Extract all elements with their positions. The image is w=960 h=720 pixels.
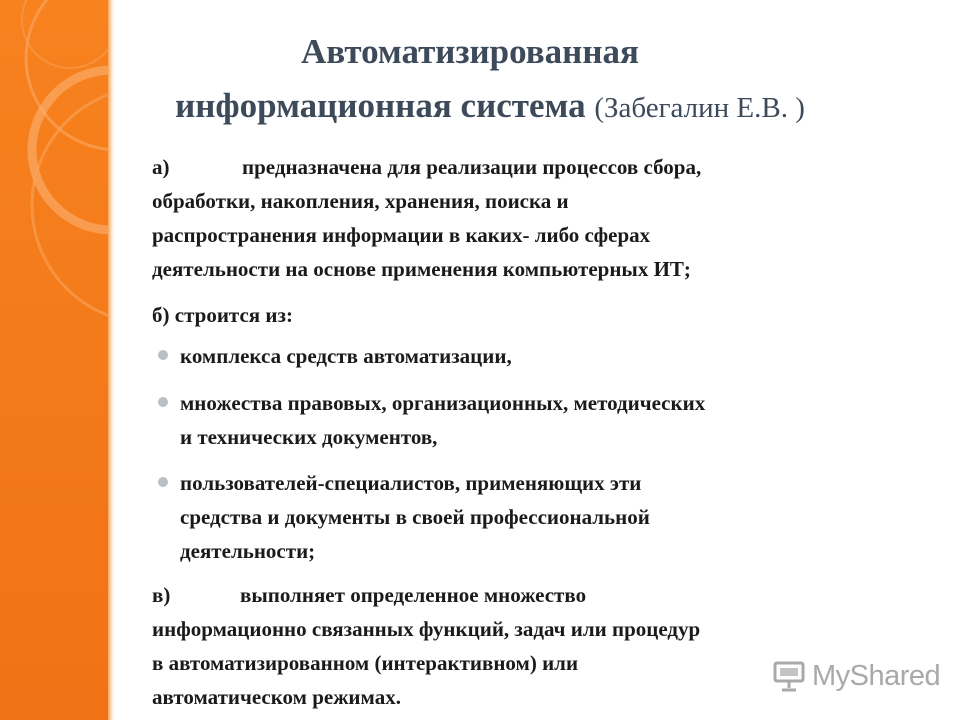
paragraph-v-first-line [152, 578, 922, 612]
bullet-item-1 [180, 339, 920, 373]
paragraph-v-first-text: выполняет определенное множество [240, 583, 587, 607]
bullet-line: множества правовых, организационных, методических [180, 391, 706, 415]
paragraph-a-line: распространения информации в каких- либо сферах [152, 223, 651, 247]
paragraph-a-line: обработки, накопления, хранения, поиска и [152, 189, 569, 213]
slide-title-line2 [0, 82, 960, 132]
watermark-text: MyShared [812, 659, 941, 692]
bullet-item-2 [180, 386, 920, 454]
paragraph-v-line: информационно связанных функций, задач или процедур [152, 617, 701, 641]
watermark [772, 656, 940, 696]
bullet-line: пользователей-специалистов, применяющих эти [180, 471, 642, 495]
paragraph-v-line: автоматическом режимах. [152, 685, 401, 709]
paragraph-a-line: деятельности на основе применения компьютерных ИТ; [152, 257, 691, 281]
paragraph-a [152, 150, 922, 286]
bullet-item-3 [180, 466, 920, 568]
presentation-board-icon [772, 660, 806, 692]
slide-title-author: (Забегалин Е.В. ) [594, 92, 805, 124]
paragraph-a-marker: а) [152, 155, 170, 179]
paragraph-a-first-line [152, 150, 922, 184]
bullet-line: деятельности; [180, 539, 316, 563]
bullet-dot [158, 477, 168, 487]
paragraph-v-marker: в) [152, 583, 171, 607]
bullet-line: и технических документов, [180, 425, 438, 449]
bullet-dot [158, 350, 168, 360]
bullet-line: средства и документы в своей профессиональной [180, 505, 650, 529]
slide-title-main: информационная система [175, 86, 586, 125]
paragraph-a-first-text: предназначена для реализации процессов сбора, [242, 155, 702, 179]
bullet-dot [158, 397, 168, 407]
paragraph-v-line: в автоматизированном (интерактивном) или [152, 651, 579, 675]
bullet-line: комплекса средств автоматизации, [180, 344, 512, 368]
slide-title-line1: Автоматизированная [301, 32, 639, 71]
paragraph-b: б) строится из: [152, 303, 293, 327]
